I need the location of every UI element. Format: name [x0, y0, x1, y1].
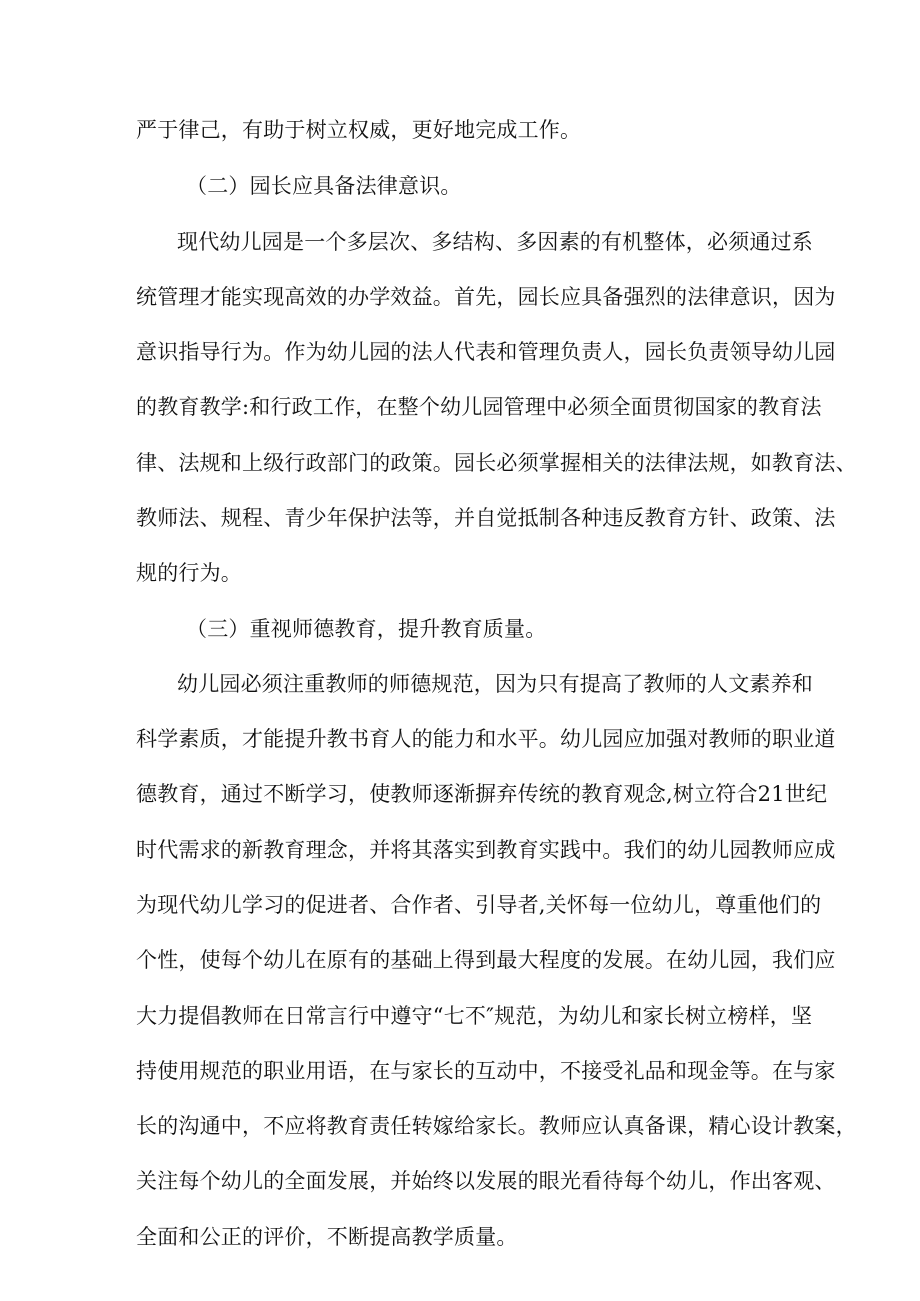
paragraph-line: 德教育，通过不断学习，使教师逐渐摒弃传统的教育观念,树立符合21世纪 [136, 782, 828, 806]
paragraph-line: 大力提倡教师在日常言行中遵守“七不″规范，为幼儿和家长树立榜样，坚 [136, 1004, 813, 1028]
paragraph-line: 个性，使每个幼儿在原有的基础上得到最大程度的发展。在幼儿园，我们应 [136, 948, 836, 972]
paragraph-line: 时代需求的新教育理念，并将其落实到教育实践中。我们的幼儿园教师应成 [136, 838, 836, 862]
paragraph-line: 关注每个幼儿的全面发展，并始终以发展的眼光看待每个幼儿，作出客观、 [136, 1169, 836, 1193]
paragraph-line: 科学素质，才能提升教书育人的能力和水平。幼儿园应加强对教师的职业道 [136, 727, 836, 751]
paragraph-line: 的教育教学:和行政工作，在整个幼儿园管理中必须全面贯彻国家的教育法 [136, 395, 822, 419]
paragraph-line: 持使用规范的职业用语，在与家长的互动中，不接受礼品和现金等。在与家 [136, 1059, 836, 1083]
section-heading: （二）园长应具备法律意识。 [186, 174, 462, 198]
paragraph-line: 全面和公正的评价，不断提高教学质量。 [136, 1225, 518, 1249]
paragraph-line: 意识指导行为。作为幼儿园的法人代表和管理负责人，园长负责领导幼儿园 [136, 340, 836, 364]
paragraph-line: 长的沟通中，不应将教育责任转嫁给家长。教师应认真备课，精心设计教案， [136, 1114, 857, 1138]
paragraph-line: 现代幼儿园是一个多层次、多结构、多因素的有机整体，必须通过系 [177, 230, 813, 254]
paragraph-line: 教师法、规程、青少年保护法等，并自觉抵制各种违反教育方针、政策、法 [136, 506, 836, 530]
paragraph-line: 规的行为。 [136, 561, 242, 585]
paragraph-line: 统管理才能实现高效的办学效益。首先，园长应具备强烈的法律意识，因为 [136, 285, 836, 309]
paragraph-line: 严于律己，有助于树立权威，更好地完成工作。 [136, 118, 582, 142]
paragraph-line: 幼儿园必须注重教师的师德规范，因为只有提高了教师的人文素养和 [177, 672, 813, 696]
section-heading: （三）重视师德教育，提升教育质量。 [186, 617, 547, 641]
paragraph-line: 为现代幼儿学习的促进者、合作者、引导者,关怀每一位幼儿，尊重他们的 [136, 893, 822, 917]
paragraph-line: 律、法规和上级行政部门的政策。园长必须掌握相关的法律法规，如教育法、 [136, 451, 857, 475]
